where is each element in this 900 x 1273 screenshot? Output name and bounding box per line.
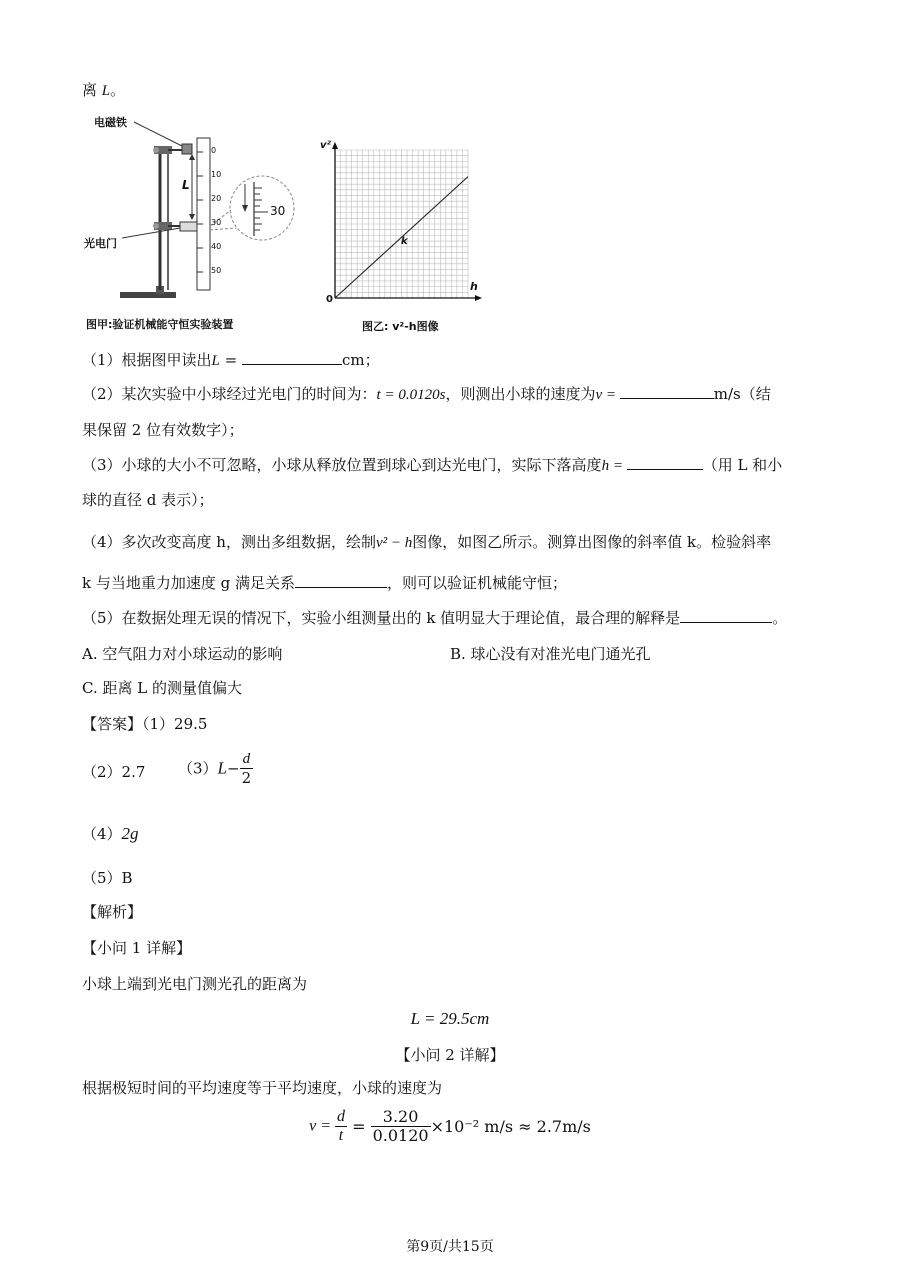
page-footer: 第9页/共15页: [406, 1239, 494, 1255]
q3-h-eq: h =: [601, 458, 627, 474]
answer-5: （5）B: [82, 869, 133, 887]
option-a: A. 空气阻力对小球运动的影响: [82, 645, 283, 663]
question-2-line2: 果保留 2 位有效数字）；: [82, 421, 244, 439]
q4-text: （4）多次改变高度 h，测出多组数据，绘制: [82, 533, 376, 551]
answer-2: （2）2.7: [82, 763, 146, 781]
eq2-tail: ×10⁻² m/s ≈ 2.7m/s: [430, 1117, 591, 1136]
answer-3-label: （3）: [178, 759, 218, 778]
answer-header: 【答案】（1）29.5: [82, 715, 208, 733]
apparatus-diagram: [82, 110, 312, 335]
question-4-line2: [82, 573, 567, 593]
q1-var: L: [211, 353, 220, 369]
eq2-num: 3.20: [371, 1108, 431, 1127]
q5-answer-blank[interactable]: [680, 608, 772, 623]
eq2-den: 0.0120: [372, 1126, 429, 1145]
analysis-text-2: 根据极短时间的平均速度等于平均速度，小球的速度为: [82, 1079, 443, 1097]
q2-v-eq: v =: [595, 387, 620, 403]
sub-question-2-heading: 【小问 2 详解】: [395, 1046, 505, 1064]
q3-text: （3）小球的大小不可忽略，小球从释放位置到球心到达光电门，实际下落高度: [82, 456, 602, 474]
label-electromagnet: 电磁铁: [94, 116, 127, 129]
figure-apparatus: [82, 110, 312, 335]
answer-3-minus: −: [227, 759, 240, 778]
intro-line: [82, 80, 125, 101]
eq2-t: t: [338, 1127, 344, 1144]
v2-h-chart: [318, 140, 488, 310]
label-L: L: [182, 178, 190, 192]
scale-tick-40: 40: [211, 242, 222, 251]
zoom-label: 30: [270, 204, 286, 218]
answer-3-num: d: [240, 750, 254, 769]
equation-2: [0, 1108, 900, 1154]
intro-var: L: [101, 83, 111, 99]
answer-3: [178, 750, 253, 800]
eq2-v: v =: [309, 1117, 336, 1135]
q4-answer-blank[interactable]: [295, 573, 387, 588]
eq2-d: d: [337, 1108, 346, 1125]
question-3: [82, 455, 782, 476]
q2-text: （2）某次实验中小球经过光电门的时间为：: [82, 385, 377, 403]
scale-tick-50: 50: [211, 266, 222, 275]
answer-4-label: （4）: [82, 825, 122, 843]
scale-tick-20: 20: [211, 194, 222, 203]
analysis-text-1: 小球上端到光电门测光孔的距离为: [82, 975, 308, 993]
question-3-line2: 球的直径 d 表示）；: [82, 491, 214, 509]
question-1: [82, 350, 380, 371]
scale-tick-0: 0: [211, 146, 217, 155]
eq2-fraction-dt: [335, 1108, 347, 1145]
q2-unit: m/s（结: [713, 385, 771, 403]
q2-t-eq: t = 0.0120s: [376, 387, 446, 403]
q2-answer-blank[interactable]: [620, 384, 714, 399]
answer-3-den: 2: [241, 769, 252, 787]
graph-y-label: v²: [320, 140, 331, 151]
sub-question-1-heading: 【小问 1 详解】: [82, 939, 192, 957]
answer-3-L: L: [217, 758, 228, 778]
q4-rest: 图像，如图乙所示。测算出图像的斜率值 k。检验斜率: [412, 533, 772, 551]
q4-formula: v² − h: [375, 535, 413, 551]
q3-tail: （用 L 和小: [702, 456, 783, 474]
q2-mid: ，则测出小球的速度为: [445, 385, 596, 403]
q1-eq: =: [219, 351, 242, 369]
label-photogate: 光电门: [84, 237, 117, 250]
graph-origin: 0: [326, 294, 333, 305]
q1-text: （1）根据图甲读出: [82, 351, 212, 369]
answer-3-fraction: [240, 750, 254, 787]
intro-prefix: 离: [82, 81, 102, 99]
eq2-eq: =: [347, 1117, 371, 1136]
figure1-caption: 图甲:验证机械能守恒实验装置: [86, 318, 234, 331]
equation-1: L = 29.5cm: [410, 1009, 490, 1028]
eq2-fraction-values: [371, 1108, 431, 1145]
figure2-caption: 图乙: v²-h图像: [362, 320, 439, 333]
scale-tick-30: 30: [211, 218, 222, 227]
graph-slope-label: k: [401, 236, 408, 247]
q5-text: （5）在数据处理无误的情况下，实验小组测量出的 k 值明显大于理论值，最合理的解释是: [82, 609, 681, 627]
intro-suffix: 。: [110, 81, 126, 99]
option-c: C. 距离 L 的测量值偏大: [82, 679, 242, 697]
q4-line2a: k 与当地重力加速度 g 满足关系: [82, 574, 295, 592]
q1-answer-blank[interactable]: [242, 350, 342, 365]
answer-4-value: 2g: [121, 824, 139, 843]
scale-tick-10: 10: [211, 170, 222, 179]
q5-end: 。: [772, 609, 788, 627]
q4-line2b: ，则可以验证机械能守恒；: [387, 574, 568, 592]
graph-x-label: h: [470, 280, 478, 293]
q1-unit: cm；: [342, 351, 380, 369]
option-b: B. 球心没有对准光电门通光孔: [450, 645, 651, 663]
answer-4: [82, 824, 139, 844]
question-4: [82, 532, 771, 553]
figure-graph: [318, 140, 488, 335]
question-5: [82, 608, 787, 628]
analysis-header: 【解析】: [82, 903, 143, 921]
question-2: [82, 384, 771, 405]
q3-answer-blank[interactable]: [627, 455, 703, 470]
